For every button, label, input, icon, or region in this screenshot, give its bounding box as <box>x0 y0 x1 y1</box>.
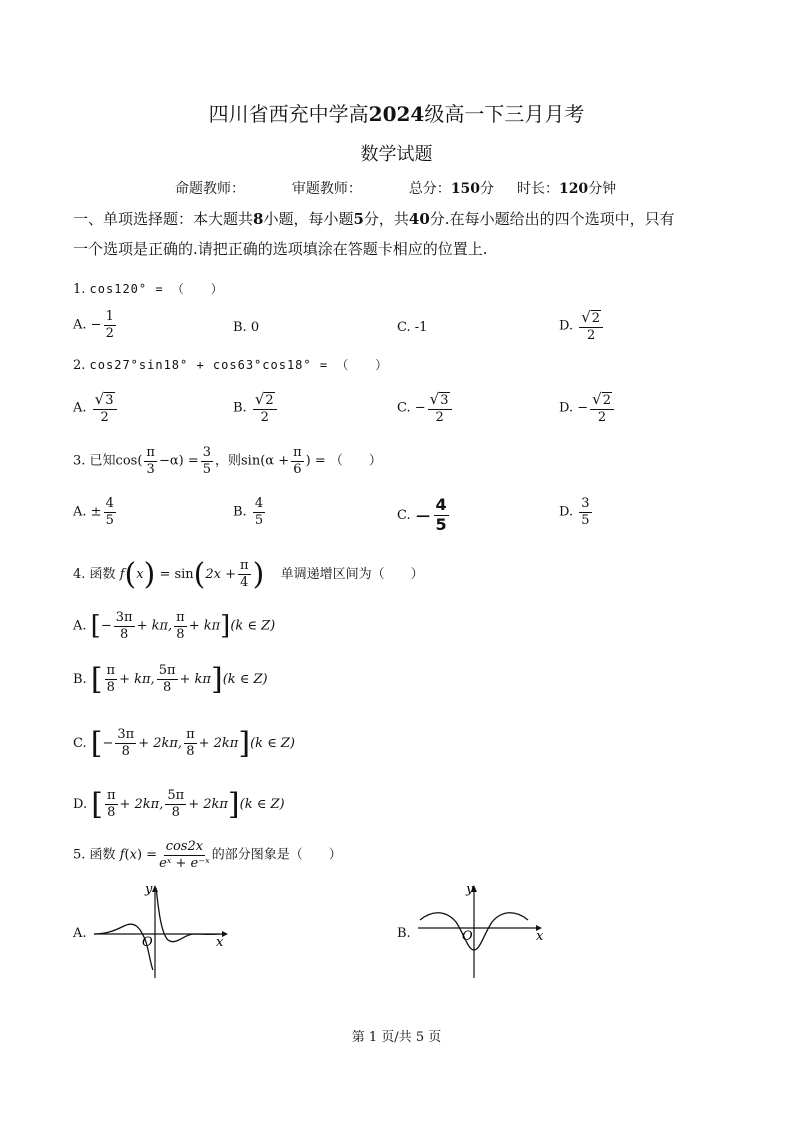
q4-inner: 2x + <box>205 567 237 582</box>
q4-d-5pi: 5π <box>167 788 185 804</box>
q4-option-a[interactable]: A. [− $\frac{3\pi}{8}$ + kπ, $\frac{\pi}{8}$ + kπ](k ∈ Z) <box>73 610 276 642</box>
q1-a-fraction <box>104 310 116 340</box>
q4-b-label: B. <box>73 672 87 687</box>
q4-b-8: 8 <box>106 680 115 695</box>
a-y-label: y <box>145 882 153 897</box>
q4-c-8: 8 <box>121 744 130 759</box>
q3-option-a[interactable] <box>73 497 118 527</box>
q2-d-num: √2 <box>590 392 614 410</box>
q2-a-radicand: 3 <box>105 393 114 408</box>
q4-a-label: A. <box>73 618 87 634</box>
q3-pre: 已知cos( <box>89 453 143 469</box>
q4-d-k: (k ∈ Z) <box>239 797 285 812</box>
q2-option-a[interactable] <box>73 392 119 424</box>
q1-d-label: D. <box>559 318 574 334</box>
question-2 <box>73 356 388 373</box>
question-4: 4. 函数 f(x) = sin(2x + $\frac{\pi}{4}$ ) 单调递增区间为（ ） <box>73 557 424 592</box>
q4-post: 单调递增区间为（ ） <box>280 567 424 582</box>
q1-d-num: √2 <box>579 310 603 328</box>
q4-c-label: C. <box>73 736 87 751</box>
q5-numerator: cos2x <box>165 839 204 854</box>
q2-option-c[interactable] <box>397 392 454 424</box>
q3-c-sign: − <box>414 503 432 528</box>
q3-c-num: 4 <box>435 495 447 514</box>
q1-a-sign: − <box>90 317 102 333</box>
q2-stem: cos27°sin18° + cos63°cos18° = （ ） <box>89 358 389 372</box>
q4-a-kpi-end: + kπ <box>188 618 221 634</box>
q1-stem: cos120° = （ ） <box>89 282 224 296</box>
q3-d-num: 3 <box>581 496 590 511</box>
q5-fraction <box>159 840 210 870</box>
q4-d-pi: π <box>106 788 116 804</box>
q5-x: x <box>129 847 137 863</box>
q4-a-8: 8 <box>120 626 129 642</box>
q2-c-num: √3 <box>428 392 452 410</box>
q3-pi-2: π <box>293 445 302 460</box>
q4-option-c[interactable]: C. [− $\frac{3\pi}{8}$ + 2kπ, $\frac{\pi}{8}$ + 2kπ](k ∈ Z) <box>73 726 296 761</box>
instr-part-c: 分，共 <box>363 210 409 228</box>
b-x-label: x <box>536 929 544 944</box>
q4-frac-pi4 <box>238 559 251 589</box>
q4-b-kpi-end: + kπ <box>179 672 211 687</box>
title-suffix: 级高一下三月月考 <box>424 102 585 126</box>
q3-b-num: 4 <box>254 496 264 511</box>
q1-a-num: 1 <box>105 309 114 324</box>
q4-option-d[interactable]: D. [ $\frac{\pi}{8}$ + 2kπ, $\frac{5\pi}{8}$ + 2kπ](k ∈ Z) <box>73 787 285 822</box>
q4-d-8: 8 <box>107 805 116 820</box>
q2-c-sign: − <box>414 400 426 416</box>
q3-mid2: ，则sin(α + <box>215 453 290 469</box>
q4-four: 4 <box>240 575 249 590</box>
q1-d-fraction <box>579 310 603 342</box>
a-curve <box>94 888 220 970</box>
q2-b-radicand: 2 <box>265 393 274 408</box>
q3-mid1: −α) = <box>158 453 199 469</box>
a-x-label: x <box>216 935 224 950</box>
q4-d-2kpi-end: + 2kπ <box>188 797 228 812</box>
q4-b-8b: 8 <box>162 680 172 695</box>
q5-option-a-graph[interactable] <box>92 882 232 980</box>
q4-b-frac1 <box>105 664 118 694</box>
q2-b-fraction <box>253 392 277 424</box>
q3-d-label: D. <box>559 504 574 520</box>
q3-three: 3 <box>146 461 155 477</box>
q5-pre: 函数 <box>89 847 116 863</box>
question-5: 5. 函数 f(x) = $\frac{\cos 2x}{\text{eˣ + e⁻ˣ}}$ 的部分图象是（ ） <box>73 839 342 871</box>
b-origin-label: O <box>462 929 473 944</box>
q4-d-8b: 8 <box>171 805 180 820</box>
q2-number: 2. <box>73 358 86 373</box>
q4-a-k: (k ∈ Z) <box>230 618 276 634</box>
q3-c-den: 5 <box>435 514 447 534</box>
q2-option-d[interactable] <box>559 392 616 424</box>
q5-option-b-graph[interactable] <box>416 882 556 980</box>
q3-a-den: 5 <box>105 512 114 528</box>
q2-c-radicand: 3 <box>440 393 449 408</box>
q4-a-kpi: + kπ, <box>136 618 173 634</box>
q3-c-label: C. <box>397 507 411 523</box>
q2-a-label: A. <box>73 400 87 416</box>
q3-a-fraction <box>104 497 116 527</box>
q3-six: 6 <box>293 461 302 477</box>
q4-eq: = sin <box>159 567 194 582</box>
q4-c-k: (k ∈ Z) <box>250 736 296 751</box>
score-unit: 分 <box>480 181 495 197</box>
q5-option-b-label[interactable]: B. <box>397 926 411 941</box>
q2-c-fraction <box>428 392 452 424</box>
instr-part-d: 分.在每小题给出的四个选项中，只有 <box>429 210 675 228</box>
title-prefix: 四川省西充中学高 <box>208 102 369 126</box>
q2-b-num: √2 <box>253 392 277 410</box>
q2-a-num: √3 <box>93 392 117 410</box>
q3-post: ) = （ ） <box>305 453 382 469</box>
q4-c-frac1 <box>115 728 136 758</box>
q4-a-minus: − <box>100 618 112 634</box>
q1-option-b[interactable]: B. 0 <box>233 320 260 335</box>
q2-option-b[interactable] <box>233 392 279 424</box>
q4-b-frac2 <box>157 664 178 694</box>
section-instruction <box>73 204 675 264</box>
q2-c-label: C. <box>397 400 411 416</box>
page-footer: 第 1 页/共 5 页 <box>351 1030 442 1045</box>
q3-frac-pi3 <box>144 446 157 476</box>
question-3 <box>73 446 382 476</box>
q4-c-2kpi-end: + 2kπ <box>198 736 239 751</box>
q4-c-3pi: 3π <box>117 727 135 743</box>
q2-d-sign: − <box>577 400 589 416</box>
b-y-label: y <box>466 882 474 897</box>
exam-title <box>0 98 793 127</box>
q3-c-fraction <box>434 497 449 534</box>
q3-d-den: 5 <box>581 512 590 528</box>
q4-x: x <box>136 567 144 582</box>
q4-f: f <box>119 567 125 582</box>
q4-pi: π <box>240 558 249 574</box>
setter-label: 命题教师： <box>175 181 245 197</box>
q4-d-frac1 <box>105 789 118 819</box>
q2-a-den: 2 <box>100 409 109 425</box>
reviewer-label: 审题教师： <box>291 181 362 197</box>
q3-a-num: 4 <box>105 496 114 511</box>
q1-d-radicand: 2 <box>591 311 601 326</box>
q3-option-c[interactable] <box>397 497 451 534</box>
q3-b-fraction <box>253 497 265 527</box>
q3-v-num: 3 <box>202 445 212 460</box>
q3-v-den: 5 <box>202 461 212 477</box>
instr-line-2: 一个选项是正确的.请把正确的选项填涂在答题卡相应的位置上. <box>73 240 488 258</box>
a-y-arrow-icon <box>152 885 158 892</box>
q2-d-label: D. <box>559 400 574 416</box>
q3-frac-value <box>201 446 213 476</box>
q4-d-2kpi: + 2kπ, <box>119 797 164 812</box>
q1-option-a[interactable] <box>73 310 118 340</box>
score-label: 总分： <box>408 181 451 197</box>
time-unit: 分钟 <box>588 181 617 197</box>
q1-a-den: 2 <box>105 325 114 341</box>
q4-d-label: D. <box>73 797 88 812</box>
q3-option-b[interactable] <box>233 497 267 527</box>
q1-d-den: 2 <box>587 327 596 343</box>
q2-a-fraction <box>93 392 117 424</box>
time-value: 120 <box>558 181 589 197</box>
q4-b-kpi: + kπ, <box>119 672 155 687</box>
q1-number: 1. <box>73 282 86 297</box>
q5-eq: = <box>146 847 158 863</box>
instr-part-a: 一、单项选择题：本大题共 <box>73 210 254 228</box>
q3-frac-pi6 <box>291 446 304 476</box>
question-1 <box>73 280 224 297</box>
q4-a-8b: 8 <box>176 626 185 642</box>
q2-b-label: B. <box>233 400 247 416</box>
instr-part-b: 小题，每小题 <box>263 210 354 228</box>
q3-option-d[interactable] <box>559 497 594 527</box>
q4-number: 4. <box>73 567 86 582</box>
q4-c-8b: 8 <box>186 744 195 759</box>
q3-a-sign: ± <box>90 504 102 520</box>
q2-d-den: 2 <box>597 409 607 425</box>
q4-c-2kpi: + 2kπ, <box>138 736 183 751</box>
q4-a-frac1 <box>114 611 135 641</box>
q4-b-k: (k ∈ Z) <box>222 672 268 687</box>
q5-number: 5. <box>73 847 86 863</box>
q4-b-5pi: 5π <box>158 663 176 679</box>
instr-total: 40 <box>408 210 430 228</box>
exam-subtitle: 数学试题 <box>360 144 433 165</box>
q4-a-pi: π <box>176 610 185 625</box>
q3-b-label: B. <box>233 504 247 520</box>
q3-number: 3. <box>73 453 86 469</box>
q4-c-frac2 <box>184 728 197 758</box>
exam-info <box>175 178 616 198</box>
q4-a-frac2 <box>174 611 187 641</box>
q1-option-d[interactable] <box>559 310 605 342</box>
q3-pi: π <box>146 445 155 460</box>
q4-c-pi: π <box>186 727 195 743</box>
instr-each: 5 <box>353 210 364 228</box>
q4-pre: 函数 <box>89 567 116 582</box>
q5-f: f <box>119 847 125 863</box>
a-origin-label: O <box>142 935 153 950</box>
q2-c-den: 2 <box>435 409 444 425</box>
q2-b-den: 2 <box>260 409 269 425</box>
q4-b-pi: π <box>106 663 116 679</box>
title-year: 2024 <box>368 102 425 126</box>
score-value: 150 <box>450 181 481 197</box>
q2-d-radicand: 2 <box>602 393 611 408</box>
q1-option-c[interactable]: C. -1 <box>397 320 428 335</box>
q3-b-den: 5 <box>254 512 264 528</box>
q5-post: 的部分图象是（ ） <box>211 847 342 863</box>
q5-option-a-label[interactable]: A. <box>73 926 87 941</box>
q5-denominator: eˣ + e⁻ˣ <box>159 855 210 871</box>
q1-a-label: A. <box>73 317 87 333</box>
q2-d-fraction <box>590 392 614 424</box>
q3-d-fraction <box>579 497 591 527</box>
time-label: 时长： <box>516 181 559 197</box>
q4-a-3pi: 3π <box>115 610 133 625</box>
q4-d-frac2 <box>165 789 186 819</box>
q3-a-label: A. <box>73 504 87 520</box>
q4-option-b[interactable]: B. [ $\frac{\pi}{8}$ + kπ, $\frac{5\pi}{8}$ + kπ](k ∈ Z) <box>73 662 268 697</box>
instr-count: 8 <box>253 210 264 228</box>
q4-c-minus: − <box>102 736 114 751</box>
